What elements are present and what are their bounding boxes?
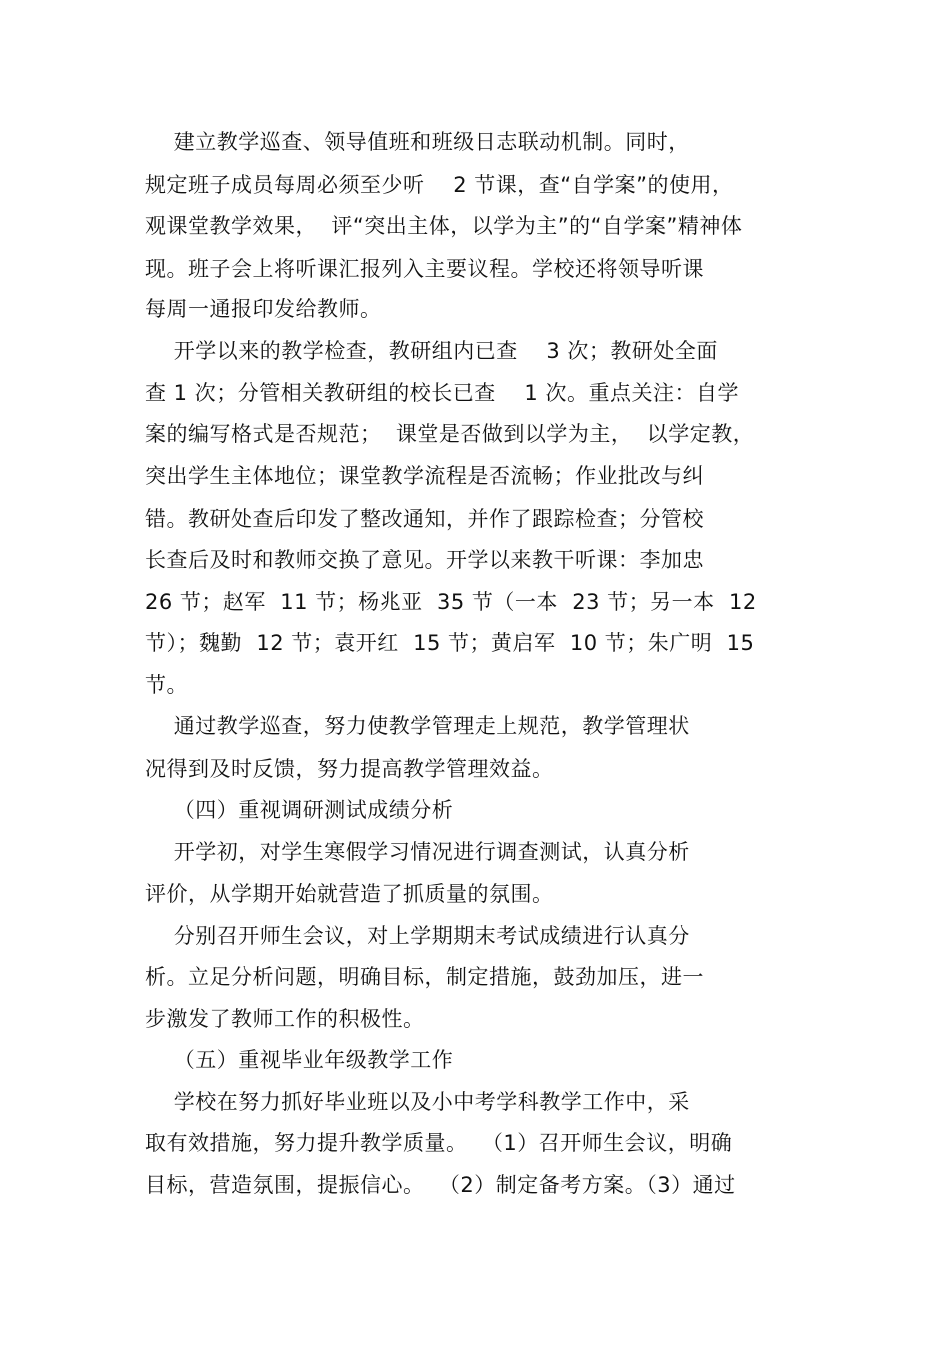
text-line: 况得到及时反馈，努力提高教学管理效益。 [145, 757, 554, 781]
text-line: 学校在努力抓好毕业班以及小中考学科教学工作中，采 [145, 1090, 690, 1114]
text-line: 规定班子成员每周必须至少听 2 节课，查“自学案”的使用， [145, 173, 734, 197]
text-line: 长查后及时和教师交换了意见。开学以来教干听课：李加忠 [145, 548, 704, 572]
text-line: 案的编写格式是否规范； 课堂是否做到以学为主， 以学定教， [145, 422, 755, 446]
text-line: 节）；魏勤 12 节；袁开红 15 节；黄启军 10 节；朱广明 15 [145, 631, 755, 655]
text-line: 查 1 次；分管相关教研组的校长已查 1 次。重点关注：自学 [145, 381, 739, 405]
text-line: 开学初，对学生寒假学习情况进行调查测试，认真分析 [145, 840, 690, 864]
text-line: 步激发了教师工作的积极性。 [145, 1007, 425, 1031]
section-heading: （四）重视调研测试成绩分析 [145, 798, 454, 822]
text-line: 析。立足分析问题，明确目标，制定措施，鼓劲加压，进一 [145, 965, 704, 989]
text-line: 取有效措施，努力提升教学质量。 （1）召开师生会议，明确 [145, 1131, 733, 1155]
text-line: 目标，营造氛围，提振信心。 （2）制定备考方案。（3）通过 [145, 1173, 736, 1197]
text-line: 建立教学巡查、领导值班和班级日志联动机制。同时， [145, 130, 690, 154]
text-line: 节。 [145, 673, 188, 697]
text-line: 通过教学巡查，努力使教学管理走上规范，教学管理状 [145, 714, 690, 738]
section-heading: （五）重视毕业年级教学工作 [145, 1048, 454, 1072]
text-line: 评价，从学期开始就营造了抓质量的氛围。 [145, 882, 554, 906]
text-line: 突出学生主体地位；课堂教学流程是否流畅；作业批改与纠 [145, 464, 704, 488]
text-line: 26 节；赵军 11 节；杨兆亚 35 节（一本 23 节；另一本 12 [145, 590, 757, 614]
text-line: 现。班子会上将听课汇报列入主要议程。学校还将领导听课 [145, 257, 704, 281]
text-line: 观课堂教学效果， 评“突出主体，以学为主”的“自学案”精神体 [145, 214, 743, 238]
text-line: 错。教研处查后印发了整改通知，并作了跟踪检查；分管校 [145, 507, 704, 531]
text-line: 每周一通报印发给教师。 [145, 297, 382, 321]
text-line: 分别召开师生会议，对上学期期末考试成绩进行认真分 [145, 924, 690, 948]
text-line: 开学以来的教学检查，教研组内已查 3 次；教研处全面 [145, 339, 718, 363]
